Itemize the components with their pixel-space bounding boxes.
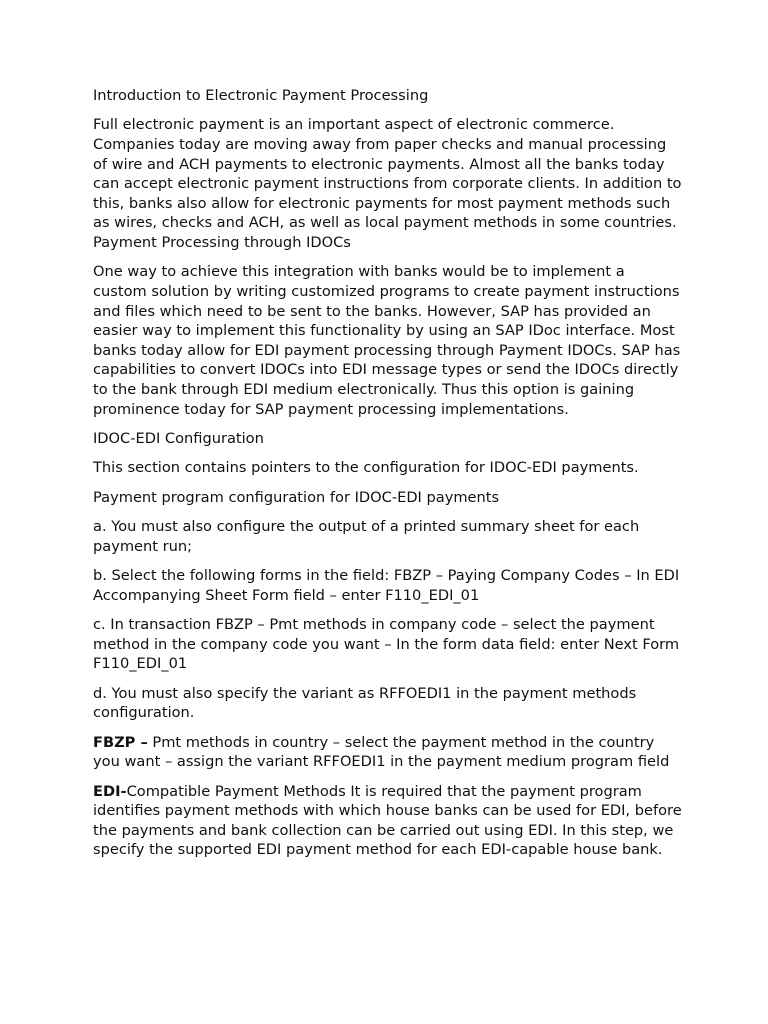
step-a: a. You must also configure the output of a printed summary sheet for each payment run; xyxy=(93,518,640,555)
document-title: Introduction to Electronic Payment Processing xyxy=(93,87,429,104)
integration-paragraph: One way to achieve this integration with banks would be to implement a custom solution by writing customized programs to create payment instructions and files which need to be sent to the banks. However, SAP has provided an easier way to implement this functionality by using an SAP IDoc interface. Most banks today allow for EDI payment processing through Payment IDOCs. SAP has capabilities to convert IDOCs into EDI message types or send the IDOCs directly to the bank through EDI medium electronically. Thus this option is gaining prominence today for SAP payment processing implementations. xyxy=(93,263,681,418)
step-c: c. In transaction FBZP – Pmt methods in company code – select the payment method in the company code you want – In the form data field: enter Next Form F110_EDI_01 xyxy=(93,616,680,673)
edi-bold-label: EDI- xyxy=(93,782,127,800)
edi-text: Compatible Payment Methods It is required that the payment program identifies payment methods with which house banks can be used for EDI, before the payments and bank collection can be carried out using EDI. In this step, we specify the supported EDI payment method for each EDI-capable house bank. xyxy=(93,782,682,859)
step-d: d. You must also specify the variant as RFFOEDI1 in the payment methods configuration. xyxy=(93,684,637,722)
config-heading: IDOC-EDI Configuration xyxy=(93,429,264,447)
document-page xyxy=(93,86,683,870)
edi-paragraph xyxy=(93,782,683,860)
fbzp-bold-label: FBZP – xyxy=(93,733,148,751)
fbzp-paragraph xyxy=(93,733,683,772)
fbzp-text: Pmt methods in country – select the payment method in the country you want – assign the variant RFFOEDI1 in the payment medium program field xyxy=(93,733,670,771)
payment-program-heading: Payment program configuration for IDOC-EDI payments xyxy=(93,488,500,506)
intro-paragraph: Full electronic payment is an important aspect of electronic commerce. Companies today are moving away from paper checks and manual processing of wire and ACH payments to electronic payments. Almost all the banks today can accept electronic payment instructions from corporate clients. In addition to this, banks also allow for electronic payments for most payment methods such as wires, checks and ACH, as well as local payment methods in some countries. Payment Processing through IDOCs xyxy=(93,116,682,251)
config-intro: This section contains pointers to the configuration for IDOC-EDI payments. xyxy=(93,459,639,477)
step-b: b. Select the following forms in the field: FBZP – Paying Company Codes – In EDI Accompanying Sheet Form field – enter F110_EDI_01 xyxy=(93,567,680,604)
